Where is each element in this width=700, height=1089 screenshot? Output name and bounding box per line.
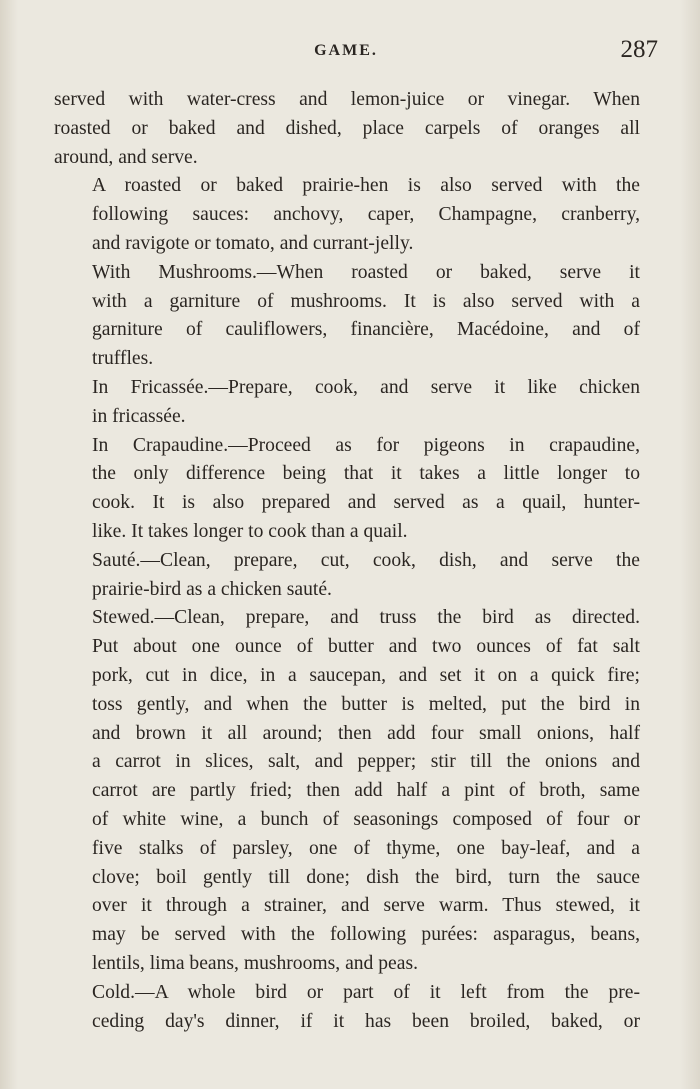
text-line: and brown it all around; then add four small onions, half bbox=[92, 722, 640, 744]
paragraph-continuation bbox=[54, 86, 640, 172]
paragraph-in-fricassee bbox=[54, 374, 640, 432]
text-line: like. It takes longer to cook than a quail. bbox=[92, 520, 408, 542]
text-line: garniture of cauliflowers, financière, Macédoine, and of bbox=[92, 319, 640, 341]
text-line: Sauté.—Clean, prepare, cut, cook, dish, and serve the bbox=[92, 549, 640, 571]
text-line: roasted or baked and dished, place carpels of oranges all bbox=[54, 117, 640, 139]
text-line: lentils, lima beans, mushrooms, and peas. bbox=[92, 952, 418, 974]
page-number: 287 bbox=[620, 36, 658, 63]
text-line: with a garniture of mushrooms. It is also served with a bbox=[92, 290, 640, 312]
text-line: over it through a strainer, and serve warm. Thus stewed, it bbox=[92, 895, 640, 917]
text-line: following sauces: anchovy, caper, Champagne, cranberry, bbox=[92, 204, 640, 226]
text-line: pork, cut in dice, in a saucepan, and set it on a quick fire; bbox=[92, 664, 640, 686]
text-line: five stalks of parsley, one of thyme, one bay-leaf, and a bbox=[92, 837, 640, 859]
body-text bbox=[54, 86, 640, 1036]
text-line: a carrot in slices, salt, and pepper; stir till the onions and bbox=[92, 751, 640, 773]
text-line: in fricassée. bbox=[92, 405, 186, 427]
text-line: may be served with the following purées: asparagus, beans, bbox=[92, 924, 640, 946]
text-line: Put about one ounce of butter and two ounces of fat salt bbox=[92, 636, 640, 658]
text-line: ceding day's dinner, if it has been broiled, baked, or bbox=[92, 1010, 640, 1032]
paragraph-in-crapaudine bbox=[54, 432, 640, 547]
text-line: Stewed.—Clean, prepare, and truss the bird as directed. bbox=[92, 607, 640, 629]
text-line: of white wine, a bunch of seasonings composed of four or bbox=[92, 808, 640, 830]
text-line: served with water-cress and lemon-juice or vinegar. When bbox=[54, 89, 640, 110]
text-line: prairie-bird as a chicken sauté. bbox=[92, 578, 332, 600]
text-line: and ravigote or tomato, and currant-jelly. bbox=[92, 232, 414, 254]
paragraph-with-mushrooms bbox=[54, 259, 640, 374]
text-line: Cold.—A whole bird or part of it left from the pre- bbox=[92, 981, 640, 1003]
text-line: around, and serve. bbox=[54, 146, 198, 168]
paragraph-stewed bbox=[54, 604, 640, 978]
text-line: cook. It is also prepared and served as a quail, hunter- bbox=[92, 492, 640, 514]
text-line: clove; boil gently till done; dish the bird, turn the sauce bbox=[92, 866, 640, 888]
paragraph-saute bbox=[54, 547, 640, 605]
text-line: carrot are partly fried; then add half a pint of broth, same bbox=[92, 780, 640, 802]
text-line: toss gently, and when the butter is melted, put the bird in bbox=[92, 693, 640, 715]
running-head: GAME. bbox=[314, 42, 378, 59]
text-line: In Crapaudine.—Proceed as for pigeons in crapaudine, bbox=[92, 434, 640, 456]
text-line: A roasted or baked prairie-hen is also served with the bbox=[92, 175, 640, 197]
text-line: In Fricassée.—Prepare, cook, and serve it like chicken bbox=[92, 376, 640, 398]
paragraph-cold bbox=[54, 979, 640, 1037]
text-line: With Mushrooms.—When roasted or baked, serve it bbox=[92, 261, 640, 283]
text-line: the only difference being that it takes a little longer to bbox=[92, 463, 640, 485]
text-line: truffles. bbox=[92, 348, 154, 370]
page-header bbox=[52, 36, 658, 68]
paragraph-prairie-hen-sauces bbox=[54, 172, 640, 258]
